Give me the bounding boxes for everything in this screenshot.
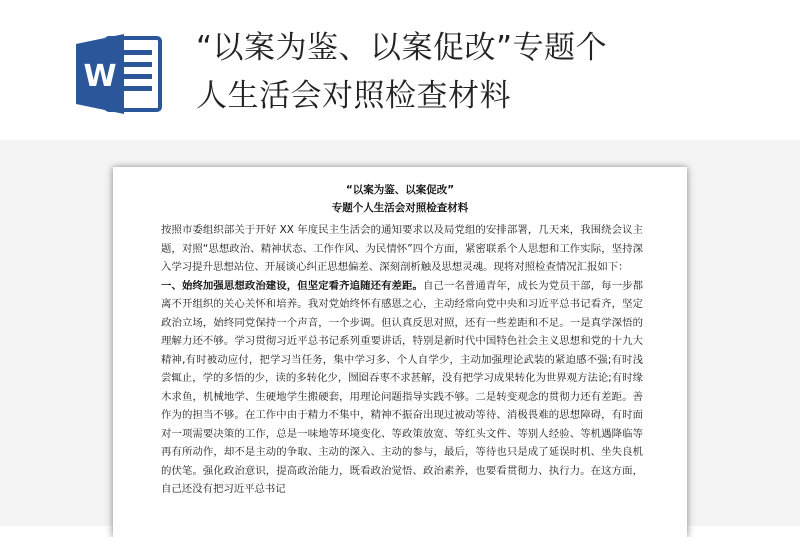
title-line-2: 人生活会对照检查材料	[196, 78, 511, 114]
page-title	[196, 24, 786, 120]
svg-text:W: W	[83, 59, 117, 94]
document-body	[161, 221, 643, 499]
section-1-text: 自己一名普通青年，成长为党员干部，每一步都离不开组织的关心关怀和培养。我对党始终怀有感恩之心，主动经常向党中央和习近平总书记看齐，坚定政治立场，始终同党保持一个声音，一个步调。但认真反思对照，还有一些差距和不足。一是真学深悟的理解力还不够。学习贯彻习近平总书记系列重要讲话，特别是新时代中国特色社会主义思想和党的十九大精神,有时被动应付，把学习当任务，集中学习多、个人自学少，主动加强理论武装的紧迫感不强;有时浅尝辄止，学的多悟的少，读的多转化少，囫囵吞枣不求甚解，没有把学习成果转化为世界观方法论;有时缘木求鱼，机械地学、生硬地学生搬硬套，用理论问题指导实践不够。二是转变观念的贯彻力还有差距。善作为的担当不够。在工作中由于精力不集中，精神不振奋出现过被动等待、消极畏难的思想障碍，有时面对一项需要决策的工作，总是一味地等环境变化、等政策放宽、等红头文件、等别人经验、等机遇降临等再有所动作，却不是主动的争取、主动的深入、主动的参与，最后，等待也只是成了延误时机、坐失良机的伏笔。强化政治意识，提高政治能力，既看政治觉悟、政治素养，也要看贯彻力、执行力。在这方面，自己还没有把习近平总书记	[161, 279, 644, 495]
document-heading-line-1: “以案为鉴、以案促改”	[345, 184, 455, 196]
word-icon	[76, 32, 166, 116]
document-heading-line-2: 专题个人生活会对照检查材料	[331, 202, 469, 214]
document-heading	[113, 181, 687, 217]
document-page[interactable]	[113, 167, 687, 537]
intro-paragraph: 按照市委组织部关于开好 XX 年度民主生活会的通知要求以及局党组的安排部署，几天来，我围绕会议主题，对照“思想政治、精神状态、工作作风、为民情怀”四个方面，紧密联系个人思想和工作实际，坚持深入学习提升思想站位、开展谈心纠正思想偏差、深刻剖析触及思想灵魂。现将对照检查情况汇报如下：	[161, 224, 643, 273]
header-banner	[0, 0, 800, 140]
title-line-1: “以案为鉴、以案促改”专题个	[196, 30, 608, 66]
section-1-paragraph	[161, 277, 643, 499]
section-1-title: 一、始终加强思想政治建设，但坚定看齐追随还有差距。	[161, 279, 424, 292]
